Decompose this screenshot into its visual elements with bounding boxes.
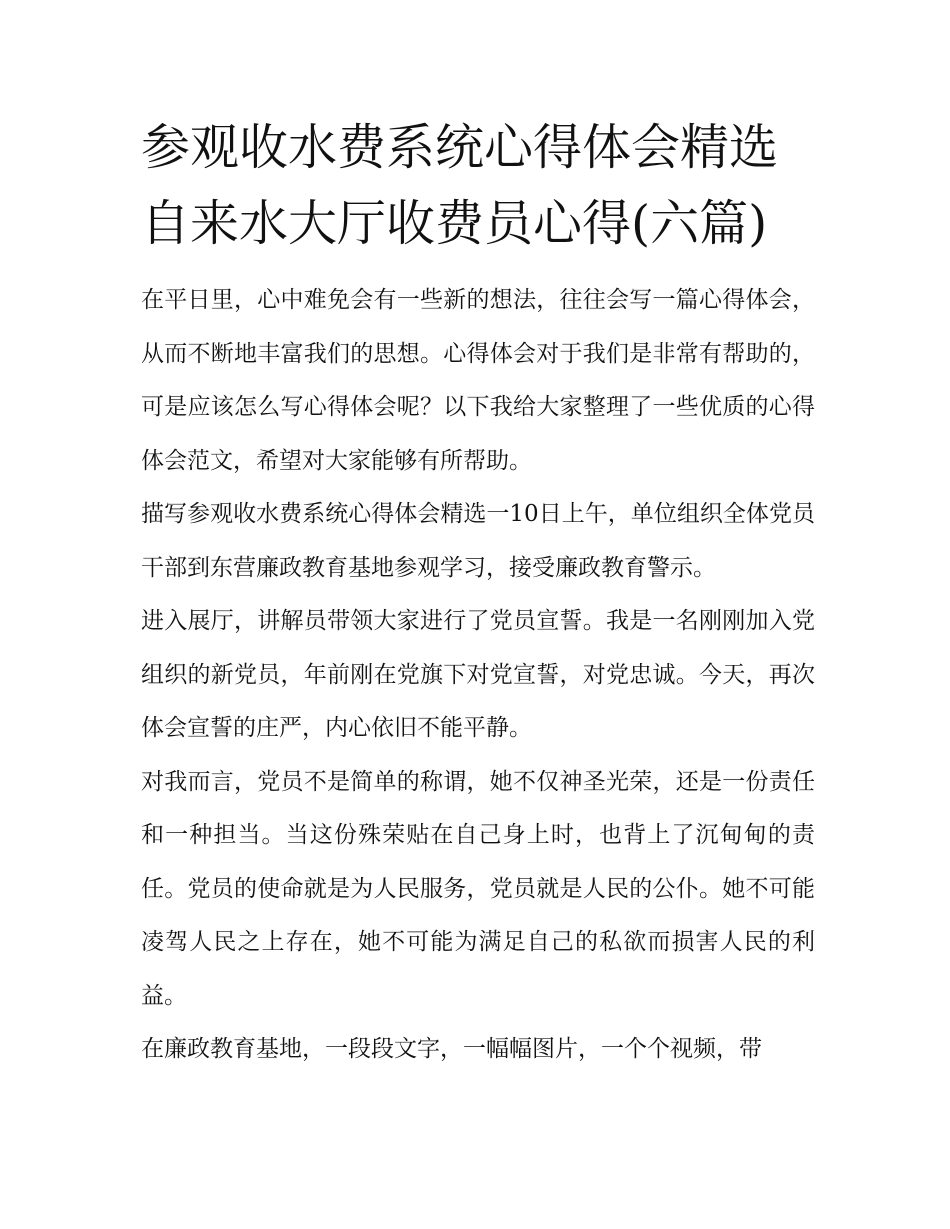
document-body [141, 274, 815, 1077]
document-title [141, 110, 815, 262]
title-line-2: 自来水大厅收费员心得(六篇) [141, 195, 768, 252]
document-content [141, 110, 815, 1077]
paragraph-visit: 描写参观收水费系统心得体会精选一10日上午，单位组织全体党员干部到东营廉政教育基地参观学习，接受廉政教育警示。 [141, 501, 815, 581]
paragraph-oath: 进入展厅，讲解员带领大家进行了党员宣誓。我是一名刚刚加入党组织的新党员，年前刚在党旗下对党宣誓，对党忠诚。今天，再次体会宣誓的庄严，内心依旧不能平静。 [141, 608, 815, 741]
paragraph-base: 在廉政教育基地，一段段文字，一幅幅图片，一个个视频，带 [141, 1036, 762, 1062]
paragraph-intro: 在平日里，心中难免会有一些新的想法，往往会写一篇心得体会，从而不断地丰富我们的思想。心得体会对于我们是非常有帮助的，可是应该怎么写心得体会呢？以下我给大家整理了一些优质的心得体会范文，希望对大家能够有所帮助。 [141, 287, 815, 474]
paragraph-responsibility: 对我而言，党员不是简单的称谓，她不仅神圣光荣，还是一份责任和一种担当。当这份殊荣贴在自己身上时，也背上了沉甸甸的责任。党员的使命就是为人民服务，党员就是人民的公仆。她不可能凌驾人民之上存在，她不可能为满足自己的私欲而损害人民的利益。 [141, 768, 815, 1009]
title-line-1: 参观收水费系统心得体会精选 [141, 119, 779, 176]
